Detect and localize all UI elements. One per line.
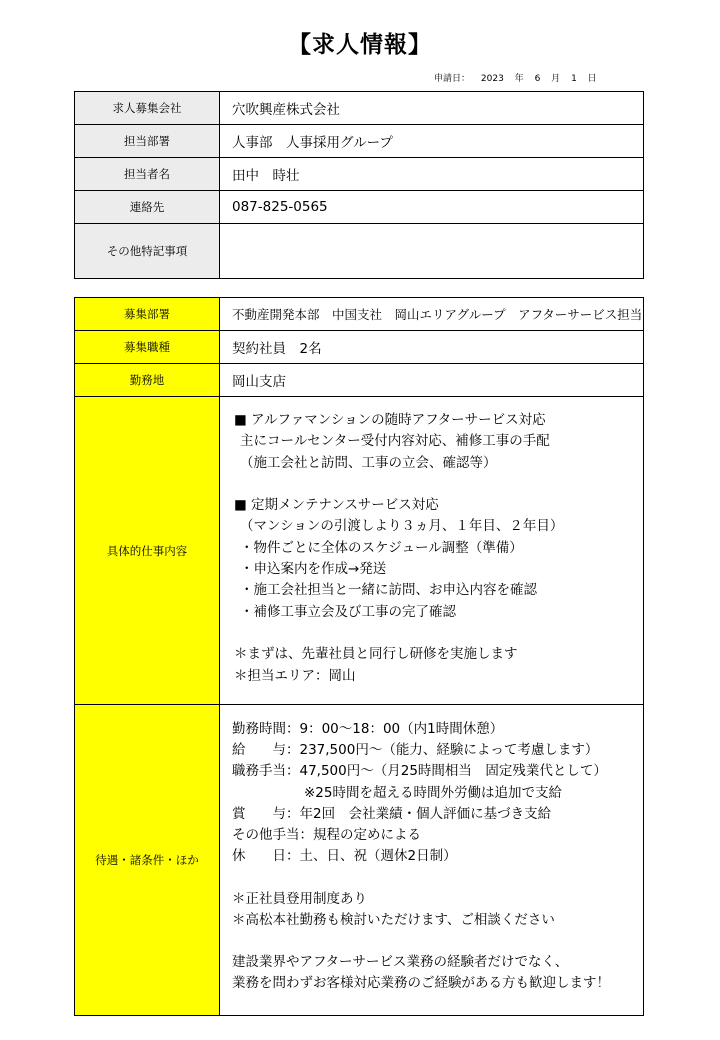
condition-line xyxy=(232,931,643,952)
job-duties-label: 具体的仕事内容 xyxy=(75,397,220,705)
condition-line: 休 日：土、日、祝（週休2日制） xyxy=(232,848,457,865)
conditions-label: 待遇・諸条件・ほか xyxy=(75,705,220,1016)
notes-label: その他特記事項 xyxy=(75,224,220,279)
recruit-position-value: 契約社員 2名 xyxy=(220,331,644,364)
table-row xyxy=(75,191,644,224)
condition-line: ＊高松本社勤務も検討いただけます、ご相談ください xyxy=(232,911,555,928)
date-month: 6 xyxy=(534,74,541,84)
recruit-department-value: 不動産開発本部 中国支社 岡山エリアグループ アフターサービス担当 xyxy=(220,298,644,331)
duty-line: ■ アルファマンションの随時アフターサービス対応 xyxy=(234,412,546,428)
table-row xyxy=(75,158,644,191)
duty-line: 主にコールセンター受付内容対応、補修工事の手配 xyxy=(240,433,550,450)
notes-value xyxy=(220,224,644,279)
date-year-unit: 年 xyxy=(514,74,524,84)
date-year: 2023 xyxy=(480,74,504,84)
condition-line: 給 与：237,500円～（能力、経験によって考慮します） xyxy=(232,742,599,759)
page-title: 【求人情報】 xyxy=(288,32,432,58)
condition-line: その他手当：規程の定めによる xyxy=(232,826,421,843)
conditions-value xyxy=(220,705,644,1016)
duty-line xyxy=(234,623,643,644)
duty-line: ＊担当エリア：岡山 xyxy=(234,667,356,684)
condition-line: 業務を問わずお客様対応業務のご経験がある方も歓迎します！ xyxy=(232,975,610,992)
department-label: 担当部署 xyxy=(75,125,220,158)
phone-value: 087-825-0565 xyxy=(220,191,644,224)
condition-line: 勤務時間：9：00～18：00（内1時間休憩） xyxy=(232,721,504,737)
work-location-label: 勤務地 xyxy=(75,364,220,397)
contact-person-value: 田中 時壮 xyxy=(220,158,644,191)
company-label: 求人募集会社 xyxy=(75,92,220,125)
department-value: 人事部 人事採用グループ xyxy=(220,125,644,158)
duty-line: ・補修工事立会及び工事の完了確認 xyxy=(240,603,456,620)
duty-line: （施工会社と訪問、工事の立会、確認等） xyxy=(240,454,497,471)
date-label: 申請日： xyxy=(434,74,471,84)
duty-line: ・物件ごとに全体のスケジュール調整（準備） xyxy=(240,539,523,556)
table-row xyxy=(75,92,644,125)
table-row xyxy=(75,125,644,158)
application-date xyxy=(434,71,605,84)
table-row xyxy=(75,705,644,1016)
date-month-unit: 月 xyxy=(551,74,561,84)
condition-line xyxy=(232,867,643,888)
date-day: 1 xyxy=(571,74,577,84)
conditions-text xyxy=(232,719,643,994)
contact-person-label: 担当者名 xyxy=(75,158,220,191)
table-row xyxy=(75,224,644,279)
company-value: 穴吹興産株式会社 xyxy=(220,92,644,125)
condition-line: 建設業界やアフターサービス業務の経験者だけでなく、 xyxy=(232,954,569,971)
table-row xyxy=(75,364,644,397)
table-row xyxy=(75,298,644,331)
date-day-unit: 日 xyxy=(587,74,597,84)
duty-line: ＊まずは、先輩社員と同行し研修を実施します xyxy=(234,646,518,663)
duty-line xyxy=(234,474,643,495)
work-location-value: 岡山支店 xyxy=(220,364,644,397)
condition-line: ※25時間を超える時間外労働は追加で支給 xyxy=(304,784,562,801)
duty-line: ・施工会社担当と一緒に訪問、お申込内容を確認 xyxy=(240,582,537,599)
condition-line: ＊正社員登用制度あり xyxy=(232,890,367,907)
recruit-position-label: 募集職種 xyxy=(75,331,220,364)
condition-line: 職務手当：47,500円～（月25時間相当 固定残業代として） xyxy=(232,763,607,780)
duty-line: （マンションの引渡しより３ヵ月、１年目、２年目） xyxy=(240,518,564,535)
duty-line: ・申込案内を作成→発送 xyxy=(240,561,387,578)
phone-label: 連絡先 xyxy=(75,191,220,224)
recruit-department-label: 募集部署 xyxy=(75,298,220,331)
job-duties-text xyxy=(234,410,643,687)
table-row xyxy=(75,397,644,705)
duty-line: ■ 定期メンテナンスサービス対応 xyxy=(234,497,439,514)
job-details-table xyxy=(74,297,644,1016)
condition-line: 賞 与：年2回 会社業績・個人評価に基づき支給 xyxy=(232,805,552,822)
company-info-table xyxy=(74,91,644,279)
table-row xyxy=(75,331,644,364)
job-duties-value xyxy=(220,397,644,705)
